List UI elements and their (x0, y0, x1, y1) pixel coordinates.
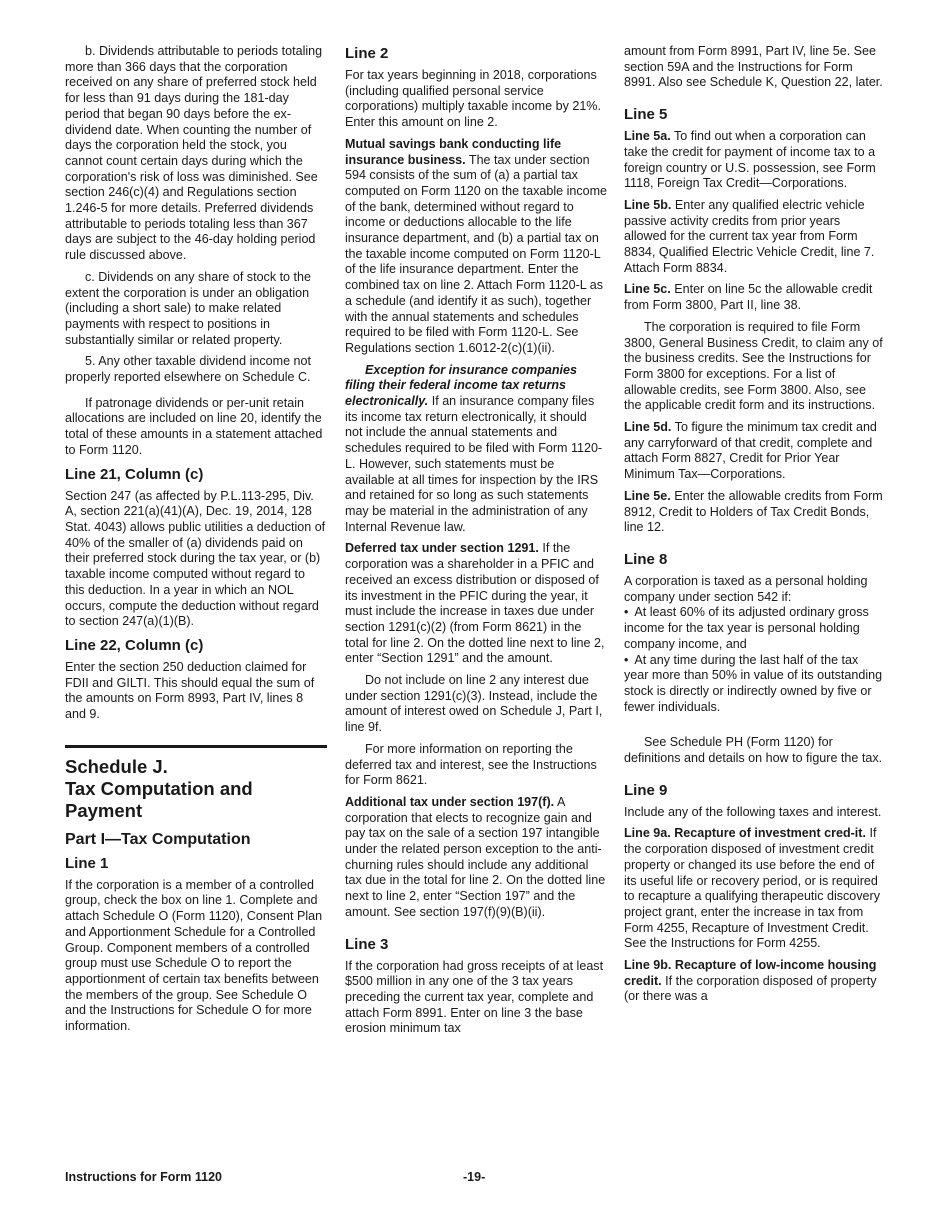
paragraph-mutual-savings: Mutual savings bank conducting life insurance business. The tax under section 594 consists of the sum of (a) a partial tax computed on Form 1120 on the taxable income of the bank, determined without regard to income or deductions allocable to the life insurance department, and (b) a partial tax on the taxable income computed on Form 1120-L of the life insurance department. Enter the combined tax on line 2. Attach Form 1120-L as a schedule (and identify it as such), together with the annual statements and schedules required to be filed with Form 1120-L. See Regulations section 1.6012-2(c)(1)(ii). (345, 136, 608, 355)
footer-form-title: Instructions for Form 1120 (65, 1170, 222, 1184)
paragraph-line-9b: Line 9b. Recapture of low-income housing credit. If the corporation disposed of property (or there was a (624, 958, 877, 1004)
paragraph-line-1: If the corporation is a member of a controlled group, check the box on line 1. Complete and attach Schedule O (Form 1120), Consent Plan and Apportionment Schedule for a Controlled Group. Component members of a controlled group must use Schedule O to report the apportionment of certain tax benefits between the members of the group. See Schedule O and the Instructions for Schedule O for more information. (65, 877, 323, 1034)
section-divider (65, 745, 327, 748)
paragraph-line-8: A corporation is taxed as a personal holding company under section 542 if: (624, 573, 868, 604)
paragraph-line-5c: Line 5c. Enter on line 5c the allowable credit from Form 3800, Part II, line 38. (624, 282, 873, 313)
schedule-j-title-2: Tax Computation and (65, 777, 253, 799)
heading-line-9: Line 9 (624, 781, 668, 799)
paragraph-do-not-include: Do not include on line 2 any interest due under section 1291(c)(3). Instead, include the amount of interest owed on Schedule J, Part I, line 9f. (345, 673, 603, 735)
runin-line-9b: Line 9b. Recapture of low-income housing credit. (624, 958, 877, 988)
runin-line-9a: Line 9a. Recapture of investment cred-it. (624, 826, 866, 841)
paragraph-item-b: b. Dividends attributable to periods totaling more than 366 days that the corporation received on any share of preferred stock held for less than 91 days during the 181-day period that began 90 days before the ex-dividend date. When counting the number of days the corporation held the stock, you cannot count certain days during which the corporation's risk of loss was diminished. See section 246(c)(4) and Regulations section 1.246-5 for more details. Preferred dividends attributable to periods totaling less than 367 days are subject to the 46-day holding period rule discussed above. (65, 44, 323, 263)
heading-line-3: Line 3 (345, 935, 389, 953)
paragraph-exception: Exception for insurance companies filing their federal income tax returns electronically. If an insurance company files its income tax return electronically, it should not include the annual statements and schedules required to be filed with Form 1120-L. However, such statements must be available at all times for inspection by the IRS and retained for so long as such statements may be material in the administration of any Internal Revenue law. (345, 362, 603, 534)
runin-line-5e: Line 5e. (624, 488, 671, 503)
heading-line-22: Line 22, Column (c) (65, 636, 204, 654)
paragraph-deferred-tax: Deferred tax under section 1291. If the corporation was a shareholder in a PFIC and received an excess distribution or disposed of its investment in the PFIC during the year, it must include the increase in taxes due under section 1291(c)(2) (from Form 8621) in the total for line 2. On the dotted line next to line 2, enter “Section 1291” and the amount. (345, 541, 605, 666)
column-middle (345, 44, 607, 1043)
paragraph-additional-tax: Additional tax under section 197(f). A corporation that elects to recognize gain and pay tax on the sale of a section 197 intangible under the related person exception to the anti-churning rules should include any additional tax due in the total for line 2. On the dotted line next to line 2, enter “Section 197” and the amount. See section 197(f)(9)(B)(ii). (345, 794, 606, 919)
runin-deferred-tax: Deferred tax under section 1291. (345, 541, 539, 556)
heading-line-21: Line 21, Column (c) (65, 465, 204, 483)
runin-line-5b: Line 5b. (624, 197, 672, 212)
schedule-j-title-3: Payment (65, 799, 143, 821)
page-number: -19- (463, 1170, 486, 1184)
paragraph-line-21: Section 247 (as affected by P.L.113-295, Div. A, section 221(a)(41)(A), Dec. 19, 2014, 128 Stat. 4043) allows public utilities a deduction of 40% of the smaller of (a) dividends paid on their preferred stock during the tax year, or (b) taxable income computed without regard to this deduction. In a year in which an NOL occurs, compute the deduction without regard to section 247(a)(1)(B). (65, 488, 326, 629)
paragraph-line-2: For tax years beginning in 2018, corporations (including qualified personal service corporations) multiply taxable income by 21%. Enter this amount on line 2. (345, 68, 601, 130)
runin-mutual-savings: Mutual savings bank conducting life insurance business. (345, 136, 562, 167)
heading-part-1: Part I—Tax Computation (65, 830, 251, 848)
paragraph-line-5b: Line 5b. Enter any qualified electric vehicle passive activity credits from prior years allowed for the current tax year from Form 8834, Qualified Electric Vehicle Credit, line 7. Attach Form 8834. (624, 197, 875, 275)
schedule-j-title-1: Schedule J. (65, 755, 168, 777)
column-right (624, 44, 886, 1011)
list-item: • At least 60% of its adjusted ordinary gross income for the tax year is personal holding company income, and (624, 605, 886, 652)
paragraph-line-9: Include any of the following taxes and interest. (624, 804, 882, 819)
runin-line-5a: Line 5a. (624, 129, 671, 144)
runin-line-5d: Line 5d. (624, 420, 672, 435)
paragraph-see-schedule-ph: See Schedule PH (Form 1120) for definitions and details on how to figure the tax. (624, 735, 883, 766)
paragraph-form-3800: The corporation is required to file Form 3800, General Business Credit, to claim any of the business credits. See the Instructions for Form 3800 for exceptions. For a list of allowable credits, see Form 3800. Also, see the applicable credit form and its instructions. (624, 319, 883, 413)
heading-line-8: Line 8 (624, 550, 668, 568)
paragraph-line-5d: Line 5d. To figure the minimum tax credit and any carryforward of that credit, complete and attach Form 8827, Credit for Prior Year Minimum Tax—Corporations. (624, 420, 877, 482)
paragraph-item-c: c. Dividends on any share of stock to the extent the corporation is under an obligation (including a short sale) to make related payments with respect to positions in substantially similar or related property. (65, 269, 311, 347)
runin-line-5c: Line 5c. (624, 282, 671, 297)
runin-exception: Exception for insurance companies filing their federal income tax returns electronically. (345, 362, 577, 409)
paragraph-line-5a: Line 5a. To find out when a corporation can take the credit for payment of income tax to a foreign country or U.S. possession, see Form 1118, Foreign Tax Credit—Corporations. (624, 129, 876, 191)
paragraph-line-3: If the corporation had gross receipts of at least $500 million in any one of the 3 tax years preceding the current tax year, complete and attach Form 8991. Enter on line 3 the base erosion minimum tax (345, 958, 604, 1036)
list-item: • At any time during the last half of the tax year more than 50% in value of its outstanding stock is directly or indirectly owned by five or fewer individuals. (624, 653, 886, 716)
paragraph-for-more-info: For more information on reporting the deferred tax and interest, see the Instructions for Form 8621. (345, 741, 597, 788)
runin-additional-tax: Additional tax under section 197(f). (345, 794, 555, 809)
paragraph-item-5: 5. Any other taxable dividend income not properly reported elsewhere on Schedule C. (65, 354, 311, 385)
heading-line-1: Line 1 (65, 854, 109, 872)
heading-line-5: Line 5 (624, 106, 668, 124)
heading-line-2: Line 2 (345, 45, 389, 62)
paragraph-line-5e: Line 5e. Enter the allowable credits from Form 8912, Credit to Holders of Tax Credit Bonds, line 12. (624, 488, 883, 535)
bullet-list-line-8 (624, 605, 886, 715)
paragraph-line-22: Enter the section 250 deduction claimed for FDII and GILTI. This should equal the sum of the amounts on Form 8993, Part IV, lines 8 and 9. (65, 659, 315, 722)
paragraph-continued: amount from Form 8991, Part IV, line 5e. See section 59A and the Instructions for Form 8991. Also see Schedule K, Question 22, later. (624, 44, 883, 90)
column-left (65, 44, 327, 1041)
paragraph-line-9a: Line 9a. Recapture of investment cred-it. If the corporation disposed of investment credit property or changed its use before the end of its useful life or recovery period, or is required to recapture a qualifying therapeutic discovery project grant, enter the increase in tax from Form 4255, Recapture of Investment Credit. See the Instructions for Form 4255. (624, 826, 880, 951)
paragraph-patronage: If patronage dividends or per-unit retain allocations are included on line 20, identify the total of these amounts in a statement attached to Form 1120. (65, 395, 323, 457)
